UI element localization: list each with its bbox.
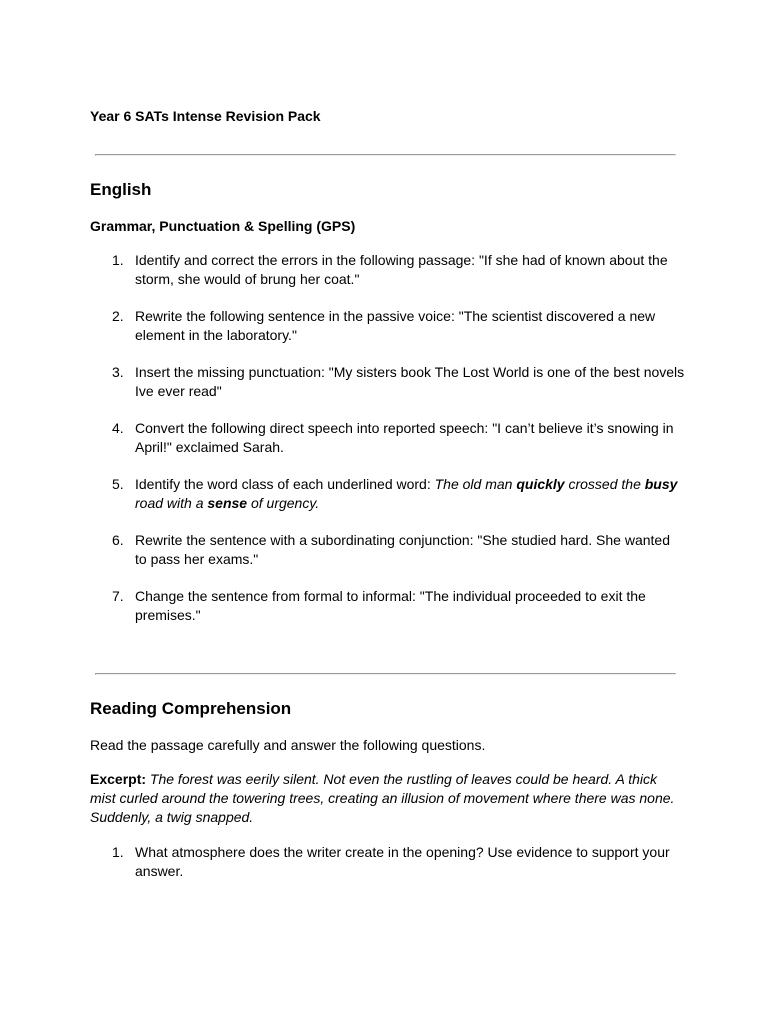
reading-excerpt: [90, 770, 680, 827]
document-title: Year 6 SATs Intense Revision Pack: [90, 108, 321, 124]
question-number: 4.: [112, 420, 124, 436]
question-text: Identify and correct the errors in the following passage: "If she had of known about the storm, she would of brung her coat.": [135, 252, 668, 287]
target-word: quickly: [516, 476, 565, 492]
gps-question-2: [90, 307, 685, 345]
question-text: Rewrite the following sentence in the passive voice: "The scientist discovered a new element in the laboratory.": [135, 308, 656, 343]
question-number: 5.: [112, 476, 124, 492]
section-divider: [95, 673, 676, 675]
question-number: 1.: [112, 252, 124, 268]
section-divider: [95, 154, 676, 156]
example-text: of urgency.: [247, 495, 320, 511]
example-text: crossed the: [564, 476, 645, 492]
question-text: Insert the missing punctuation: "My sisters book The Lost World is one of the best novels Ive ever read": [135, 364, 685, 399]
excerpt-text: The forest was eerily silent. Not even the rustling of leaves could be heard. A thick mist curled around the towering trees, creating an illusion of movement where there was none. Suddenly, a twig snapped.: [90, 771, 675, 825]
question-text: Convert the following direct speech into reported speech: "I can’t believe it’s snowing in April!" exclaimed Sarah.: [135, 420, 674, 455]
gps-subheading: Grammar, Punctuation & Spelling (GPS): [90, 218, 356, 234]
gps-question-3: [90, 363, 685, 401]
reading-comprehension-heading: Reading Comprehension: [90, 699, 292, 718]
gps-question-7: [90, 587, 685, 625]
reading-question-list: [90, 843, 685, 899]
reading-question-1: [90, 843, 685, 881]
question-prefix: Identify the word class of each underlined word:: [135, 476, 435, 492]
question-text: Change the sentence from formal to informal: "The individual proceeded to exit the premises.": [135, 588, 646, 623]
question-number: 3.: [112, 364, 124, 380]
gps-question-list: [90, 251, 685, 643]
question-text: Rewrite the sentence with a subordinating conjunction: "She studied hard. She wanted to pass her exams.": [135, 532, 670, 567]
question-number: 1.: [112, 844, 124, 860]
gps-question-6: [90, 531, 685, 569]
english-heading: English: [90, 180, 152, 199]
target-word: sense: [207, 495, 248, 511]
question-number: 7.: [112, 588, 124, 604]
gps-question-5: [90, 475, 685, 513]
question-text: [135, 476, 677, 511]
question-text: What atmosphere does the writer create in the opening? Use evidence to support your answer.: [135, 844, 670, 879]
example-text: road with a: [135, 495, 208, 511]
gps-question-1: [90, 251, 685, 289]
gps-question-4: [90, 419, 685, 457]
question-number: 6.: [112, 532, 124, 548]
excerpt-label: Excerpt:: [90, 771, 147, 787]
example-text: The old man: [434, 476, 517, 492]
reading-intro: Read the passage carefully and answer the following questions.: [90, 737, 486, 753]
question-number: 2.: [112, 308, 124, 324]
target-word: busy: [644, 476, 678, 492]
